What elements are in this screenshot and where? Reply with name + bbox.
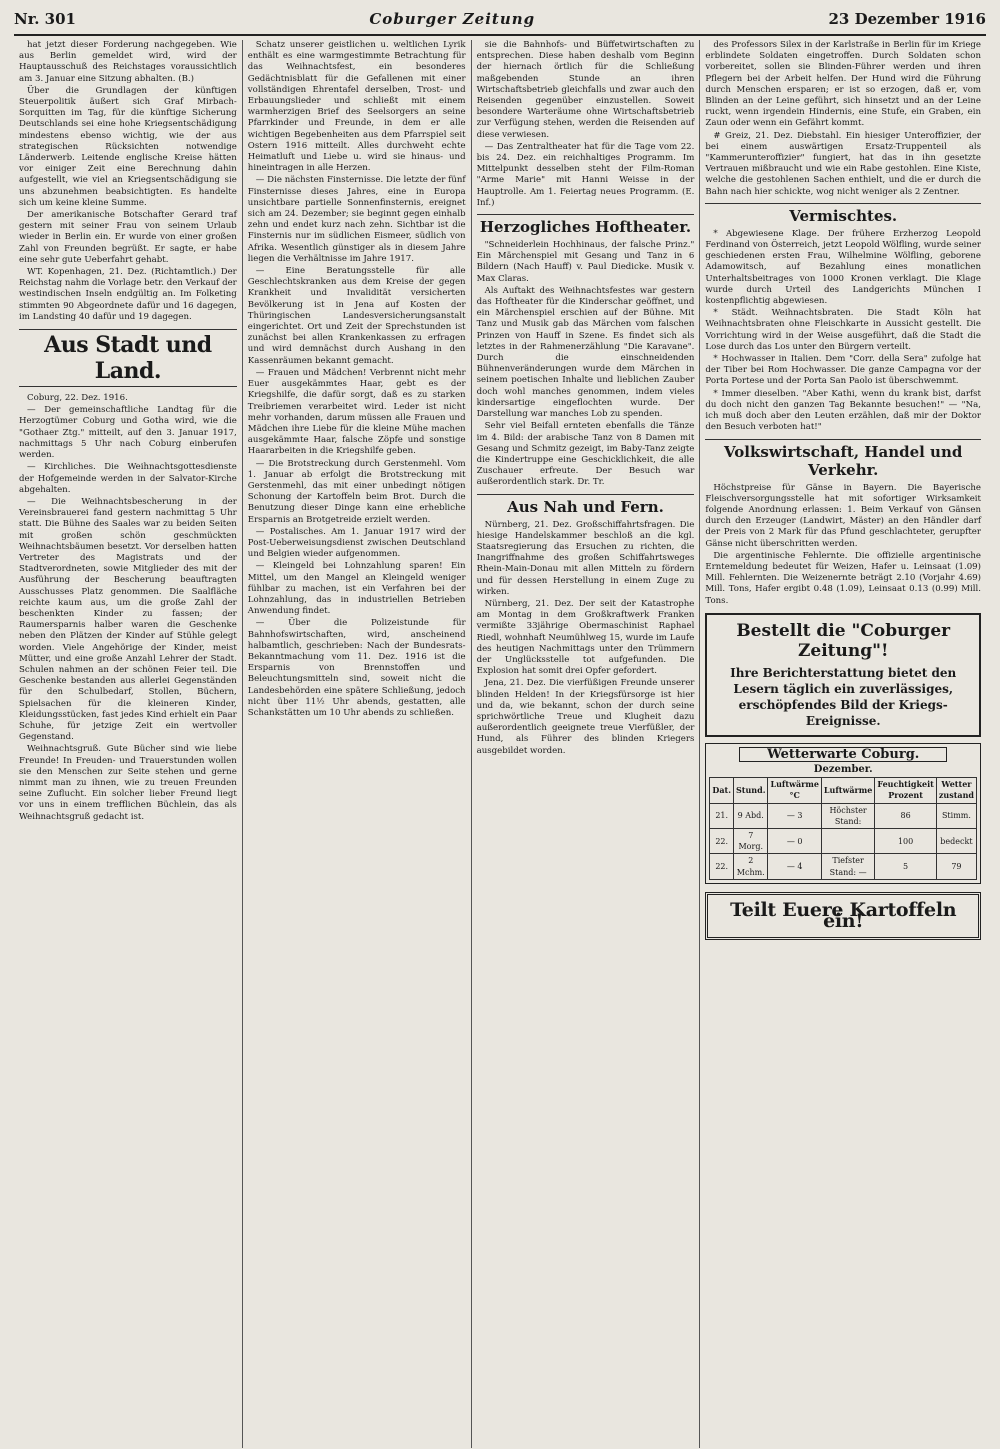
dateline: Coburg, 22. Dez. 1916. [27, 393, 128, 404]
weather-cell: bedeckt [936, 828, 976, 853]
weather-cell: 79 [936, 854, 976, 879]
weather-table [709, 777, 977, 880]
section-heading: Aus Nah und Fern. [477, 494, 695, 516]
weather-header: Feuchtigkeit Prozent [875, 778, 937, 803]
weather-cell: 21. [710, 803, 734, 828]
article-paragraph: # Greiz, 21. Dez. Diebstahl. Ein hiesiger Unteroffizier, der bei einem auswärtigen Ersatz-Truppenteil als "Kammerunteroffizier" fungiert, hat das in ihn gesetzte Vertrauen mißbraucht und wie ein Rabe gestohlen. Eine Kiste, welche die gestohlenen Sachen enthielt, und die er durch die Bahn nach hier schickte, wog nicht weniger als 2 Zentner. [705, 130, 982, 197]
weather-cell: 9 Abd. [734, 803, 768, 828]
weather-cell [768, 803, 821, 828]
article-paragraph: Sehr viel Beifall ernteten ebenfalls die Tänze im 4. Bild: der arabische Tanz von 8 Damen mit Gesang und Schmitz gezeigt, im Baby-Tanz zeigte die Kindertruppe eine Geschicklichkeit, die alle Zuschauer erfreute. Der Besuch war außerordentlich stark. Dr. Tr. [476, 421, 695, 488]
weather-cell-value: 0 [797, 836, 803, 846]
column-2 [243, 40, 472, 1448]
article-paragraph: — Frauen und Mädchen! Verbrennt nicht mehr Euer ausgekämmtes Haar, gebt es der Kriegshilfe, die dafür sorgt, daß es zu starken Treibriemen verarbeitet wird. Leder ist nicht mehr vorhanden, darum müssen alle Frauen und Mädchen ihre Liebe für die kleine Mühe machen ausgekämmte Haar, falsche Zöpfe und sonstige Haararbeiten in die Kriegshilfe geben. [247, 367, 466, 457]
weather-month: Dezember. [813, 763, 873, 775]
article-paragraph: — Das Zentraltheater hat für die Tage vom 22. bis 24. Dez. ein reichhaltiges Programm. Im Mittelpunkt desselben steht der Film-Roman "Arme Marie" mit Hanni Weisse in der Hauptrolle. Am 1. Feiertag neues Programm. (E. Inf.) [476, 141, 695, 208]
weather-cell: 22. [710, 828, 734, 853]
article-paragraph: hat jetzt dieser Forderung nachgegeben. Wie aus Berlin gemeldet wird, wird der Hauptausschuß des Reichstages voraussichtlich am 3. Januar eine Sitzung abhalten. (B.) [19, 40, 237, 84]
weather-cell: Stimm. [936, 803, 976, 828]
section-heading: Herzogliches Hoftheater. [477, 214, 695, 236]
article-paragraph: Schatz unserer geistlichen u. weltlichen Lyrik enthält es eine warmgestimmte Betrachtung für das Weihnachtsfest, ein besonderes Gedächtnisblatt für die Gefallenen mit einer vollständigen Ehrentafel derselben, Trost- und Erbauungslieder und schließt mit einem warmherzigen Brief des Seelsorgers an seine Pfarrkinder und Freunde, in dem er alle wichtigen Begebenheiten aus dem Pfarrspiel seit Ostern 1916 mitteilt. Alles durchweht echte Heimatluft und Liebe u. wird sie hinaus- und hineintragen in alle Herzen. [247, 40, 466, 174]
article-paragraph: Höchstpreise für Gänse in Bayern. Die Bayerische Fleischversorgungsstelle hat mit sofortiger Wirksamkeit folgende Anordnung erlassen: 1. Beim Verkauf von Gänsen durch den Erzeuger (Landwirt, Mäster) an den Händler darf der Preis von 2 Mark für das Pfund geschlachteter, gerupfter Gänse nicht überschritten werden. [705, 482, 982, 549]
table-row [710, 828, 977, 853]
paper-name: Coburger Zeitung [369, 10, 536, 28]
article-paragraph: Nürnberg, 21. Dez. Großschiffahrtsfragen. Die hiesige Handelskammer beschloß an die kgl. Staatsregierung das Ersuchen zu richten, die Inangriffnahme des großen Schiffahrtsweges Rhein-Main-Donau mit allen Mitteln zu fördern und für dessen Herstellung in einem Zuge zu wirken. [476, 519, 695, 597]
column-4 [700, 40, 986, 1448]
article-paragraph: — Kleingeld bei Lohnzahlung sparen! Ein Mittel, um den Mangel an Kleingeld weniger fühlbar zu machen, ist ein Verfahren bei der Lohnzahlung, das in industriellen Betrieben Anwendung findet. [247, 561, 466, 617]
weather-cell: 22. [710, 854, 734, 879]
section-heading: Volkswirtschaft, Handel und Verkehr. [705, 439, 981, 479]
table-row [710, 803, 977, 828]
weather-cell: 2 Mchm. [734, 854, 768, 879]
weather-cell-sign: — [786, 836, 795, 846]
subscription-ad [705, 613, 981, 737]
weather-cell [768, 854, 821, 879]
weather-cell [768, 828, 821, 853]
section-heading: Vermischtes. [705, 203, 981, 225]
article-paragraph: "Schneiderlein Hochhinaus, der falsche Prinz." Ein Märchenspiel mit Gesang und Tanz in 6 Bildern (Nach Hauff) v. Paul Diedicke. Musik v. Max Claras. [476, 240, 695, 284]
weather-cell-value: 4 [797, 861, 803, 871]
issue-number: Nr. 301 [14, 10, 76, 28]
ad-title: Bestellt die "Coburger Zeitung"! [736, 620, 951, 661]
article-paragraph: * Abgewiesene Klage. Der frühere Erzherzog Leopold Ferdinand von Österreich, jetzt Leopold Wölfling, wurde seiner geschiedenen ersten Frau, Wilhelmine Wölfling, geborene Adamowitsch, auf Bezahlung eines monatlichen Unterhaltsbeitrages von 1000 Kronen verklagt. Die Klage wurde durch Urteil des Landgerichts München I kostenpflichtig abgewiesen. [705, 228, 982, 307]
weather-cell: Höchster Stand: [821, 803, 874, 828]
article-paragraph: Nürnberg, 21. Dez. Der seit der Katastrophe am Montag in dem Großkraftwerk Franken vermißte 33jährige Obermaschinist Raphael Riedl, wohnhaft Neumühlweg 15, wurde im Laufe des heutigen Nachmittags unter den Trümmern der Unglücksstelle tot aufgefunden. Die Explosion hat somit drei Opfer gefordert. [476, 598, 695, 677]
article-paragraph: Der amerikanische Botschafter Gerard traf gestern mit seiner Frau von seinem Urlaub wieder in Berlin ein. Er wurde von einer großen Zahl von Freunden begrüßt. Er sagte, er habe eine sehr gute Ueberfahrt gehabt. [19, 210, 237, 265]
article-paragraph: Weihnachtsgruß. Gute Bücher sind wie liebe Freunde! In Freuden- und Trauerstunden wollen sie den Menschen zur Seite stehen und gerne nimmt man zu ihnen, wie zu treuen Freunden seine Zuflucht. Ein solcher lieber Freund liegt vor uns in einem trefflichen Büchlein, das als Weihnachtsgruß gedacht ist. [19, 744, 237, 822]
weather-cell: Tiefster Stand: — [821, 854, 874, 879]
masthead [14, 10, 986, 36]
column-3 [472, 40, 701, 1448]
weather-cell-sign: — [786, 811, 795, 821]
ad-subtitle: Ihre Berichterstattung bietet den Lesern täglich ein zuverlässiges, erschöpfendes Bild der Kriegs-Ereignisse. [730, 665, 957, 728]
weather-header: Wetter zustand [936, 778, 976, 803]
weather-title: Wetterwarte Coburg. [739, 747, 947, 762]
section-heading: Aus Stadt und Land. [19, 329, 237, 387]
article-paragraph: sie die Bahnhofs- und Büffetwirtschaften zu entsprechen. Diese haben deshalb vom Beginn der hiernach örtlich für die Schließung maßgebenden Stunde an ihren Wirtschaftsbetrieb gleichfalls und zwar auch den Reisenden gegenüber einzustellen. Soweit besondere Warteräume ohne Wirtschaftsbetrieb zur Verfügung stehen, werden die Reisenden auf diese verwiesen. [476, 40, 695, 140]
article-paragraph: * Städt. Weihnachtsbraten. Die Stadt Köln hat Weihnachtsbraten ohne Fleischkarte in Aussicht gestellt. Die Vorrichtung wird in der Weise ausgeführt, daß die Stadt die Lose durch das Los unter den Bürgern verteilt. [705, 308, 982, 352]
article-paragraph: — Der gemeinschaftliche Landtag für die Herzogtümer Coburg und Gotha wird, wie die "Gothaer Ztg." mitteilt, auf den 3. Januar 1917, nachmittags 5 Uhr nach Coburg einberufen werden. [19, 405, 237, 461]
article-paragraph: * Immer dieselben. "Aber Kathi, wenn du krank bist, darfst du doch nicht den ganzen Tag Bekannte besuchen!" — "Na, ich muß doch aber den Leuten erzählen, daß mir der Doktor den Besuch verboten hat!" [705, 388, 982, 433]
weather-cell [821, 828, 874, 853]
weather-header: Dat. [710, 778, 734, 803]
weather-header: Luftwärme [821, 778, 874, 803]
article-paragraph: WT. Kopenhagen, 21. Dez. (Richtamtlich.) Der Reichstag nahm die Vorlage betr. den Verkauf der westindischen Inseln endgültig an. Im Folketing stimmten 90 Abgeordnete dafür und 16 dagegen, im Landsting 40 dafür und 19 dagegen. [19, 267, 237, 322]
weather-cell: 100 [875, 828, 937, 853]
weather-cell: 7 Morg. [734, 828, 768, 853]
article-paragraph: Als Auftakt des Weihnachtsfestes war gestern das Hoftheater für die Kinderschar geöffnet, und ein Märchenspiel erschien auf der Bühne. Mit Tanz und Musik gab das Märchen vom falschen Prinzen von Hauff in Szene. Es findet sich als letztes in der Rahmenerzählung "Die Karavane". Durch die einschneidenden Bühnenveränderungen wurde dem Märchen in seinem poetischen Inhalte und lieblichen Zauber doch wohl manches genommen, indem vieles kindersartige eingeflochten wurde. Der Darstellung war manches Lob zu spenden. [476, 285, 695, 420]
article-paragraph: des Professors Silex in der Karlstraße in Berlin für im Kriege erblindete Soldaten eingetroffen. Durch Soldaten schon vorbereitet, sollen sie Blinden-Führer werden und ihren Pflegern bei der Arbeit helfen. Der Hund wird die Führung durch Menschen ersparen; er ist so erzogen, daß er, vom Blinden an der Leine geführt, sich hinsetzt und an der Leine ruckt, wenn irgendein Hindernis, eine Stufe, ein Graben, ein Zaun oder wenn ein Gefährt kommt. [705, 40, 982, 129]
column-1 [14, 40, 243, 1448]
article-paragraph: — Die Weihnachtsbescherung in der Vereinsbrauerei fand gestern nachmittag 5 Uhr statt. Die Bühne des Saales war zu beiden Seiten mit großen schön geschmückten Weihnachtsbäumen besetzt. Vor derselben hatten Vertreter des Magistrats und der Stadtverordneten, sowie Mitglieder des mit der Ausführung der Bescherung beauftragten Ausschusses Platz genommen. Die Saalfläche reichte kaum aus, um die große Zahl der beschenkten Kinder zu fassen; der Raumersparnis halber waren die Geschenke neben den Plätzen der Kinder auf Stühle gelegt worden. Viele Angehörige der Kinder, meist Mütter, und eine große Anzahl Lehrer der Stadt. Schulen nahmen an der schönen Feier teil. Die Geschenke bestanden aus allerlei Gegenständen für den Schulbedarf, Stollen, Büchern, Spielsachen für die kleineren Kinder, Kleidungsstücken, fast jedes Kind erhielt ein Paar Schuhe, für jetzige Zeit ein wertvoller Gegenstand. [19, 496, 237, 743]
issue-date: 23 Dezember 1916 [828, 10, 986, 28]
weather-header: Stund. [734, 778, 768, 803]
article-paragraph: — Postalisches. Am 1. Januar 1917 wird der Post-Ueberweisungsdienst zwischen Deutschland und Belgien wieder aufgenommen. [247, 526, 466, 560]
article-paragraph: — Die Brotstreckung durch Gerstenmehl. Vom 1. Januar ab erfolgt die Brotstreckung mit Gerstenmehl, das mit einer unbedingt nötigen Schonung der Kartoffeln beim Brot. Durch die Benutzung dieser Dinge kann eine erhebliche Ersparnis an Brotgetreide erzielt werden. [247, 458, 466, 525]
weather-report [705, 743, 981, 884]
article-paragraph: — Eine Beratungsstelle für alle Geschlechtskranken aus dem Kreise der gegen Krankheit und Invalidität versicherten Bevölkerung ist in Jena auf Kosten der Thüringischen Landesversicherungsanstalt eingerichtet. Ort und Zeit der Sprechstunden ist zunächst bei allen Krankenkassen zu erfragen und wird demnächst durch Aushang in den Kassenräumen bekannt gemacht. [247, 266, 466, 366]
potato-ration-notice: Teilt Euere Kartoffeln ein! [705, 892, 981, 940]
weather-cell-value: 5 [903, 861, 909, 871]
article-paragraph: Über die Grundlagen der künftigen Steuerpolitik äußert sich Graf Mirbach-Sorquitten im Tag, für die künftige Sicherung Deutschlands sei eine hohe Kriegsentschädigung mindestens ebenso wichtig, wie der aus strategischen Rücksichten notwendige Länderwerb. Leitende englische Kreise hätten vor einiger Zeit eine Berechnung dahin aufgestellt, wie viel an Kriegsentschädigung sie uns abzunehmen beabsichtigten. Es handelte sich um keine kleine Summe. [19, 85, 237, 208]
weather-cell: 86 [875, 803, 937, 828]
weather-cell-sign: — [786, 861, 795, 871]
article-paragraph: Die argentinische Fehlernte. Die offizielle argentinische Erntemeldung bedeutet für Weizen, Hafer u. Leinsaat (1.09) Mill. Fehlernten. Die Weizenernte beträgt 2.10 (Vorjahr 4.69) Mill. Tons, Hafer ergibt 0.48 (1.09), Leinsaat 0.13 (0.99) Mill. Tons. [705, 550, 982, 606]
article-paragraph: — Kirchliches. Die Weihnachtsgottesdienste der Hofgemeinde werden in der Salvator-Kirche abgehalten. [19, 462, 237, 495]
columns [14, 40, 986, 1448]
weather-header: Luftwärme °C [768, 778, 821, 803]
table-row [710, 854, 977, 879]
weather-header-row [710, 778, 977, 803]
article-paragraph: * Hochwasser in Italien. Dem "Corr. della Sera" zufolge hat der Tiber bei Rom Hochwasser. Die ganze Campagna vor der Porta Portese und der Porta San Paolo ist überschwemmt. [705, 354, 982, 387]
article-paragraph: — Die nächsten Finsternisse. Die letzte der fünf Finsternisse dieses Jahres, eine in Europa unsichtbare partielle Sonnenfinsternis, ereignet sich am 24. Dezember; sie beginnt gegen einhalb zehn und endet kurz nach zehn. Sichtbar ist die Finsternis nur im südlichen Eismeer, südlich von Afrika. Wesentlich günstiger als in diesem Jahre liegen die Verhältnisse im Jahre 1917. [247, 175, 466, 264]
weather-cell [875, 854, 937, 879]
article-paragraph: Jena, 21. Dez. Die vierfüßigen Freunde unserer blinden Helden! In der Kriegsfürsorge ist hier und da, wie bekannt, schon der durch seine sprichwörtliche Treue und Klugheit dazu außerordentlich geeignete treue Vierfüßler, der Hund, als Führer des blinden Kriegers ausgebildet worden. [476, 678, 695, 756]
article-paragraph: — Über die Polizeistunde für Bahnhofswirtschaften, wird, anscheinend halbamtlich, geschrieben: Nach der Bundesrats-Bekanntmachung vom 11. Dez. 1916 ist die Ersparnis von Brennstoffen und Beleuchtungsmitteln sind, soweit nicht die Landesbehörden eine spätere Schließung, jedoch nicht über 11½ Uhr abends, gestatten, alle Schankstätten um 10 Uhr abends zu schließen. [247, 618, 466, 718]
weather-cell-value: 3 [797, 811, 803, 821]
